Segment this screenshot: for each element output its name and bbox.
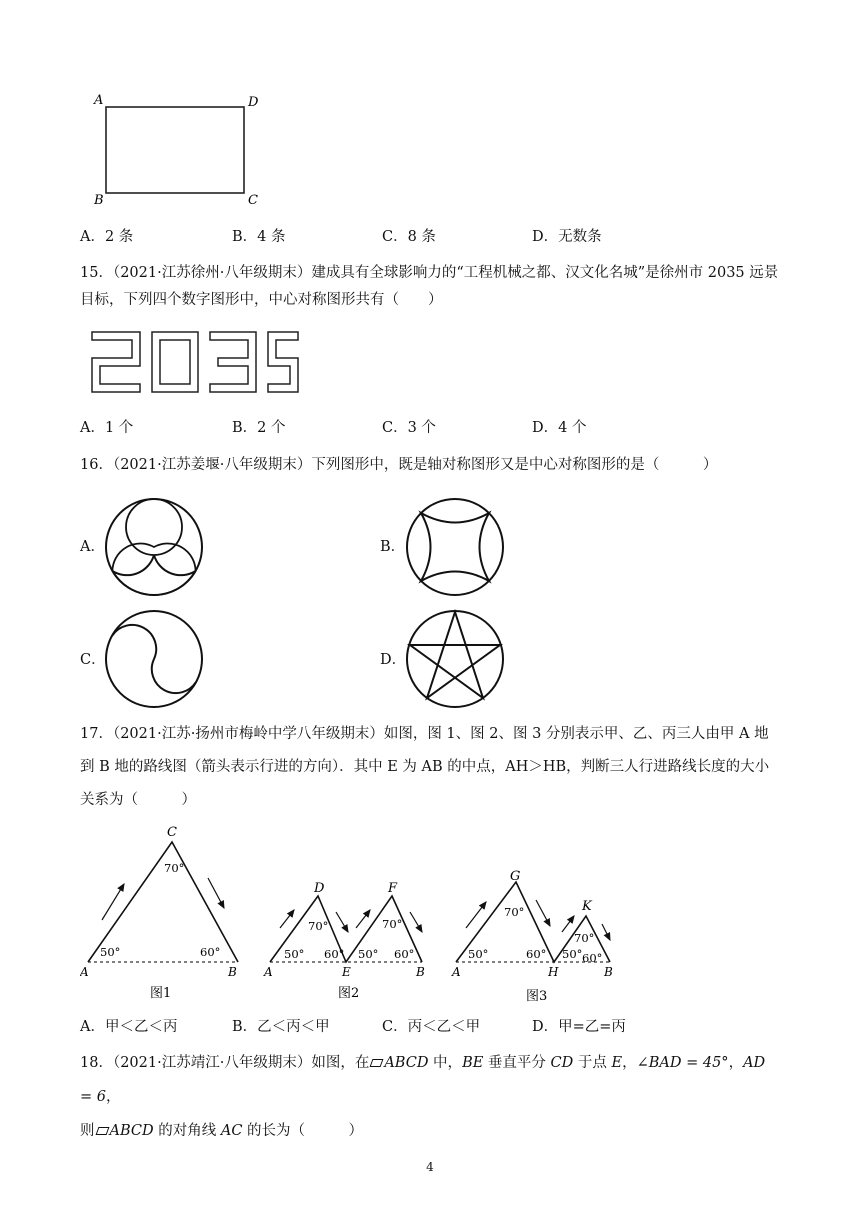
fig3-angle-1: 70° [504, 905, 525, 919]
q14-option-d[interactable]: D．无数条 [532, 229, 602, 245]
fig2-label-d: D [314, 881, 325, 896]
fig2-angle-4: 60° [324, 947, 345, 961]
q14-rectangle-figure [88, 88, 288, 208]
fig2-label-b: B [416, 965, 425, 979]
fig2-angle-1: 70° [308, 919, 329, 933]
fig2-angle-5: 50° [358, 947, 379, 961]
q16-figure-a[interactable] [103, 496, 205, 598]
fig3-label-a: A [452, 965, 461, 979]
q15-option-a[interactable]: A．1 个 [80, 420, 134, 436]
q14-label-b: B [94, 193, 104, 208]
q16-figure-c[interactable] [103, 608, 205, 710]
digit-3-shape [210, 332, 256, 392]
q17-option-b[interactable]: B．乙＜丙＜甲 [232, 1019, 330, 1035]
parallelogram-icon [95, 1127, 109, 1135]
q18-line-1: 18．（2021·江苏靖江·八年级期末）如图，在 ABCD 中，BE 垂直平分 CD 于点 E，∠BAD = 45°，AD = 6， [80, 1055, 766, 1105]
digit-2-shape [92, 332, 140, 392]
q16-figure-d[interactable] [404, 608, 506, 710]
q17-options [80, 1015, 780, 1037]
q15-option-d[interactable]: D．4 个 [532, 420, 587, 436]
fig2-label-a: A [264, 965, 273, 979]
page-number: 4 [426, 1160, 434, 1174]
fig3-angle-4: 60° [526, 947, 547, 961]
q18-question-text [80, 1046, 780, 1148]
fig1-label-b: B [228, 965, 237, 979]
fig3-angle-5: 50° [562, 947, 583, 961]
parallelogram-icon [370, 1059, 384, 1067]
q15-digits-2035-figure [88, 330, 308, 396]
q17-route-figures [80, 820, 640, 1010]
q14-option-b[interactable]: B．4 条 [232, 229, 286, 245]
fig3-label-h: H [548, 965, 559, 979]
q14-options [80, 225, 780, 247]
q17-option-a[interactable]: A．甲＜乙＜丙 [80, 1019, 178, 1035]
fig3-angle-6: 60° [582, 951, 603, 965]
q15-option-b[interactable]: B．2 个 [232, 420, 286, 436]
fig3-angle-3: 50° [468, 947, 489, 961]
q17-option-d[interactable]: D．甲=乙=丙 [532, 1019, 626, 1035]
fig3-angle-2: 70° [574, 931, 595, 945]
fig2-angle-6: 60° [394, 947, 415, 961]
q14-label-d: D [248, 95, 259, 110]
q14-option-a[interactable]: A．2 条 [80, 229, 134, 245]
q16-figure-b[interactable] [404, 496, 506, 598]
q17-figure-3 [451, 869, 613, 1004]
q17-figure-1 [80, 825, 238, 1001]
digit-0-shape [152, 332, 198, 392]
fig1-angle-left: 50° [100, 945, 121, 959]
fig2-caption: 图2 [338, 986, 360, 1001]
fig2-label-e: E [342, 965, 351, 979]
fig3-label-b: B [604, 965, 613, 979]
fig3-label-k: K [582, 899, 592, 914]
q16-question-text: 16．（2021·江苏姜堰·八年级期末）下列图形中，既是轴对称图形又是中心对称图形的是（ ） [80, 457, 718, 473]
q16-label-d[interactable]: D． [380, 652, 407, 668]
fig1-caption: 图1 [150, 986, 172, 1001]
fig2-label-f: F [388, 881, 398, 896]
q16-label-a[interactable]: A． [80, 539, 105, 555]
q15-question-text: 15．（2021·江苏徐州·八年级期末）建成具有全球影响力的“工程机械之都、汉文化名城”是徐州市 2035 远景目标，下列四个数字图形中，中心对称图形共有（ ） [80, 265, 779, 308]
digit-5-shape [268, 332, 298, 392]
q14-label-c: C [248, 193, 258, 208]
q17-figure-2 [263, 881, 425, 1001]
fig3-label-g: G [510, 869, 521, 884]
q18-line-2: 则 ABCD 的对角线 AC 的长为（ ） [80, 1123, 364, 1139]
fig1-angle-right: 60° [200, 945, 221, 959]
fig2-angle-2: 70° [382, 917, 403, 931]
fig1-label-c: C [167, 825, 177, 840]
q16-label-b[interactable]: B． [380, 539, 406, 555]
q15-option-c[interactable]: C．3 个 [382, 420, 436, 436]
fig1-angle-top: 70° [164, 861, 185, 875]
q16-label-c[interactable]: C． [80, 652, 106, 668]
fig2-angle-3: 50° [284, 947, 305, 961]
fig1-label-a: A [80, 965, 89, 979]
q14-label-a: A [94, 93, 104, 108]
q14-option-c[interactable]: C．8 条 [382, 229, 436, 245]
q17-option-c[interactable]: C．丙＜乙＜甲 [382, 1019, 481, 1035]
q17-question-text: 17．（2021·江苏·扬州市梅岭中学八年级期末）如图，图 1、图 2、图 3 分别表示甲、乙、丙三人由甲 A 地到 B 地的路线图（箭头表示行进的方向）．其中 E 为 AB 的中点，AH＞HB，判断三人行进路线长度的大小关系为（ ） [80, 726, 770, 808]
fig3-caption: 图3 [526, 989, 548, 1004]
q15-options [80, 416, 780, 438]
